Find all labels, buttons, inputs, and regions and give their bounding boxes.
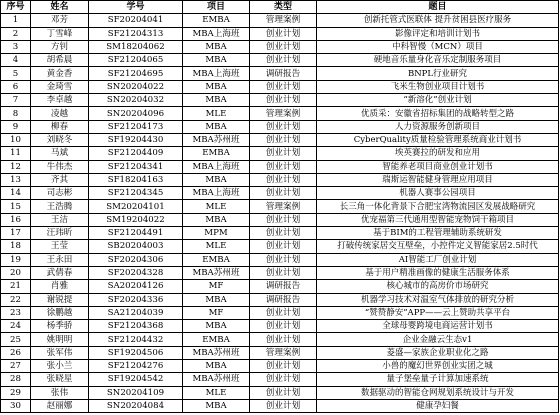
cell-name: 肖雅 [31,280,89,293]
cell-title: AI智能工厂创业计划 [317,253,559,266]
cell-student-id: SF21204173 [89,120,183,133]
cell-name: 张晓星 [31,373,89,386]
cell-student-id: SM20204101 [89,200,183,213]
cell-student-id: SN20204084 [89,399,183,412]
cell-student-id: SF21204276 [89,360,183,373]
table-row [1,40,559,53]
cell-name: 徐鹏越 [31,306,89,319]
cell-index: 15 [1,200,31,213]
cell-type: 管理案例 [250,346,317,359]
cell-program: MBA苏州班 [183,346,250,359]
cell-type: 管理案例 [250,14,317,27]
cell-name: 汪玮昕 [31,227,89,240]
cell-type: 创业计划 [250,187,317,200]
table-row [1,293,559,306]
cell-name: 胡希晨 [31,54,89,67]
cell-name: 方钊 [31,40,89,53]
cell-title: 健康孕妇餐 [317,399,559,412]
cell-type: 创业计划 [250,333,317,346]
cell-type: 创业计划 [250,173,317,186]
cell-index: 27 [1,360,31,373]
cell-type: 创业计划 [250,54,317,67]
header-type: 类型 [250,1,317,14]
cell-program: EMBA [183,333,250,346]
cell-type: 创业计划 [250,306,317,319]
cell-student-id: SB20204003 [89,240,183,253]
cell-type: 创业计划 [250,320,317,333]
cell-student-id: SF18204163 [89,173,183,186]
cell-student-id: SM19204022 [89,213,183,226]
cell-index: 21 [1,280,31,293]
cell-program: MBA [183,120,250,133]
cell-student-id: SF21204065 [89,54,183,67]
table-row [1,306,559,319]
header-index: 序号 [1,1,31,14]
table-row [1,14,559,27]
cell-name: 姚明明 [31,333,89,346]
cell-student-id: SF20204306 [89,253,183,266]
cell-index: 30 [1,399,31,412]
table-row [1,227,559,240]
table-row [1,187,559,200]
cell-student-id: SM18204062 [89,40,183,53]
table-row [1,54,559,67]
cell-index: 16 [1,213,31,226]
cell-title: 数据驱动的智能仓网规划系统设计与开发 [317,386,559,399]
cell-index: 3 [1,40,31,53]
cell-title: 飞米生物创业项目计划书 [317,80,559,93]
table-row [1,200,559,213]
table-row [1,373,559,386]
cell-name: 张军伟 [31,346,89,359]
table-body [1,14,559,413]
table-row [1,280,559,293]
cell-student-id: SN20204096 [89,107,183,120]
table-row [1,333,559,346]
cell-program: MBA苏州班 [183,373,250,386]
cell-program: MBA [183,360,250,373]
cell-index: 13 [1,173,31,186]
cell-title: 人力资源服务创新项目 [317,120,559,133]
cell-type: 创业计划 [250,360,317,373]
cell-name: 赵丽娜 [31,399,89,412]
cell-name: 王洁 [31,213,89,226]
cell-name: 司志彬 [31,187,89,200]
cell-title: 硬地音乐量身化音乐定制服务项目 [317,54,559,67]
cell-program: MBA [183,173,250,186]
cell-name: 凌越 [31,107,89,120]
cell-index: 19 [1,253,31,266]
table-row [1,386,559,399]
cell-type: 创业计划 [250,120,317,133]
cell-student-id: SF19204506 [89,346,183,359]
cell-program: MBA上海班 [183,187,250,200]
cell-student-id: SF21204432 [89,333,183,346]
cell-index: 12 [1,160,31,173]
table-row [1,320,559,333]
cell-name: 牛伟杰 [31,160,89,173]
cell-index: 17 [1,227,31,240]
table-row [1,94,559,107]
table-row [1,173,559,186]
cell-title: 小兽的魔幻世界创业实团之城 [317,360,559,373]
cell-name: 丁雪峰 [31,27,89,40]
cell-student-id: SN20204109 [89,386,183,399]
cell-title: 菱盛—家族企业职业化之路 [317,346,559,359]
cell-program: MBA [183,293,250,306]
cell-index: 14 [1,187,31,200]
cell-name: 张小兰 [31,360,89,373]
cell-type: 创业计划 [250,213,317,226]
table-row [1,253,559,266]
cell-program: MLE [183,200,250,213]
cell-title: 埃英赛拉的研发和应用 [317,147,559,160]
cell-type: 创业计划 [250,227,317,240]
cell-index: 23 [1,306,31,319]
cell-type: 创业计划 [250,40,317,53]
cell-type: 调研报告 [250,280,317,293]
cell-student-id: SF19204430 [89,133,183,146]
table-row [1,360,559,373]
cell-type: 创业计划 [250,240,317,253]
cell-student-id: SN20204022 [89,80,183,93]
table-row [1,107,559,120]
cell-type: 管理案例 [250,200,317,213]
table-row [1,120,559,133]
cell-type: 管理案例 [250,107,317,120]
cell-student-id: SF21204491 [89,227,183,240]
cell-index: 24 [1,320,31,333]
cell-name: 刘晓冬 [31,133,89,146]
cell-title: 机器学习技术对温室气体排放的研究分析 [317,293,559,306]
cell-student-id: SA21204039 [89,306,183,319]
cell-title: BNPL行业研究 [317,67,559,80]
cell-student-id: SF21204695 [89,67,183,80]
cell-index: 2 [1,27,31,40]
header-title: 题目 [317,1,559,14]
cell-program: MBA上海班 [183,160,250,173]
cell-name: 马斌 [31,147,89,160]
header-program: 项目 [183,1,250,14]
cell-title: CyberQuality质量检验管理系统商业计划书 [317,133,559,146]
table-row [1,213,559,226]
cell-student-id: SF21204341 [89,160,183,173]
cell-program: MBA [183,320,250,333]
table-row [1,133,559,146]
cell-name: 金琦雪 [31,80,89,93]
cell-name: 王永田 [31,253,89,266]
cell-name: 谢锐提 [31,293,89,306]
table-row [1,67,559,80]
cell-program: MLE [183,240,250,253]
cell-program: EMBA [183,253,250,266]
cell-title: 影像评定和培训计划书 [317,27,559,40]
table-row [1,27,559,40]
cell-program: MPM [183,227,250,240]
cell-index: 22 [1,293,31,306]
cell-program: MLE [183,386,250,399]
cell-student-id: SF20204336 [89,293,183,306]
header-row [1,1,559,14]
cell-name: 李卓越 [31,94,89,107]
cell-type: 创业计划 [250,147,317,160]
header-name: 姓名 [31,1,89,14]
cell-index: 18 [1,240,31,253]
cell-title: “新溶化”创业计划 [317,94,559,107]
cell-student-id: SF21204368 [89,320,183,333]
cell-index: 6 [1,80,31,93]
cell-student-id: SF21204345 [89,187,183,200]
cell-program: MBA苏州班 [183,133,250,146]
cell-index: 9 [1,120,31,133]
cell-type: 创业计划 [250,80,317,93]
cell-title: 瑞斯运智能健身管理应用项目 [317,173,559,186]
cell-title: 智能养老项目商业创业计划书 [317,160,559,173]
cell-program: MBA [183,80,250,93]
cell-type: 创业计划 [250,133,317,146]
table-row [1,240,559,253]
cell-index: 8 [1,107,31,120]
table-row [1,160,559,173]
cell-program: MBA [183,94,250,107]
cell-program: EMBA [183,14,250,27]
cell-index: 29 [1,386,31,399]
cell-type: 调研报告 [250,67,317,80]
cell-type: 创业计划 [250,386,317,399]
cell-type: 创业计划 [250,253,317,266]
cell-title: 长三角一体化背景下合肥宝湾物流园区发展战略研究 [317,200,559,213]
cell-type: 调研报告 [250,293,317,306]
cell-name: 武倩春 [31,266,89,279]
cell-title: 量子堡垒量子计算加速系统 [317,373,559,386]
cell-program: EMBA [183,147,250,160]
cell-program: MBA上海班 [183,67,250,80]
cell-index: 28 [1,373,31,386]
cell-program: MLE [183,107,250,120]
table-row [1,399,559,412]
cell-index: 1 [1,14,31,27]
cell-title: 全球母婴跨境电商运营计划书 [317,320,559,333]
cell-index: 10 [1,133,31,146]
cell-name: 黄金香 [31,67,89,80]
table-row [1,346,559,359]
cell-name: 邓芳 [31,14,89,27]
cell-program: MF [183,280,250,293]
table-row [1,80,559,93]
cell-name: 张伟 [31,386,89,399]
cell-title: 基于用户精准画像的健康生活服务体系 [317,266,559,279]
cell-type: 创业计划 [250,373,317,386]
cell-index: 20 [1,266,31,279]
table-row [1,266,559,279]
cell-title: 机器人赛事公园项目 [317,187,559,200]
cell-program: MBA上海班 [183,27,250,40]
cell-program: MBA [183,213,250,226]
cell-student-id: SF19204542 [89,373,183,386]
cell-name: 王莹 [31,240,89,253]
cell-student-id: SF20204328 [89,266,183,279]
cell-index: 26 [1,346,31,359]
cell-title: 中科智慢（MCN）项目 [317,40,559,53]
cell-program: MBA [183,54,250,67]
cell-name: 王浩腾 [31,200,89,213]
cell-name: 杨季骄 [31,320,89,333]
cell-program: MBA [183,399,250,412]
cell-title: 创新托管式医联体 提升贫困县医疗服务 [317,14,559,27]
cell-program: MBA [183,40,250,53]
cell-type: 创业计划 [250,94,317,107]
cell-index: 4 [1,54,31,67]
cell-type: 创业计划 [250,27,317,40]
cell-title: 优质采：安徽省招标集团的战略转型之路 [317,107,559,120]
cell-title: 优宠福第三代通用型智能宠物饲干箱项目 [317,213,559,226]
header-student-id: 学号 [89,1,183,14]
cell-title: 核心城市的高房价市场研究 [317,280,559,293]
cell-program: MF [183,306,250,319]
cell-student-id: SN20204032 [89,94,183,107]
cell-title: 打破传统家居交互壁垒，小控件定义智能家居2.5时代 [317,240,559,253]
cell-index: 5 [1,67,31,80]
cell-index: 7 [1,94,31,107]
cell-name: 齐其 [31,173,89,186]
cell-name: 柳春 [31,120,89,133]
cell-type: 创业计划 [250,399,317,412]
cell-index: 25 [1,333,31,346]
cell-type: 创业计划 [250,266,317,279]
table-row [1,147,559,160]
cell-index: 11 [1,147,31,160]
cell-title: “赞赞静安”APP——云上赞助共享平台 [317,306,559,319]
cell-title: 企业金融云生态v1 [317,333,559,346]
cell-type: 创业计划 [250,160,317,173]
cell-student-id: SF20204041 [89,14,183,27]
cell-student-id: SA20204126 [89,280,183,293]
cell-program: MBA苏州班 [183,266,250,279]
cell-student-id: SF21204409 [89,147,183,160]
cell-student-id: SF21204313 [89,27,183,40]
cell-title: 基于BIM的工程管理辅助系统研发 [317,227,559,240]
